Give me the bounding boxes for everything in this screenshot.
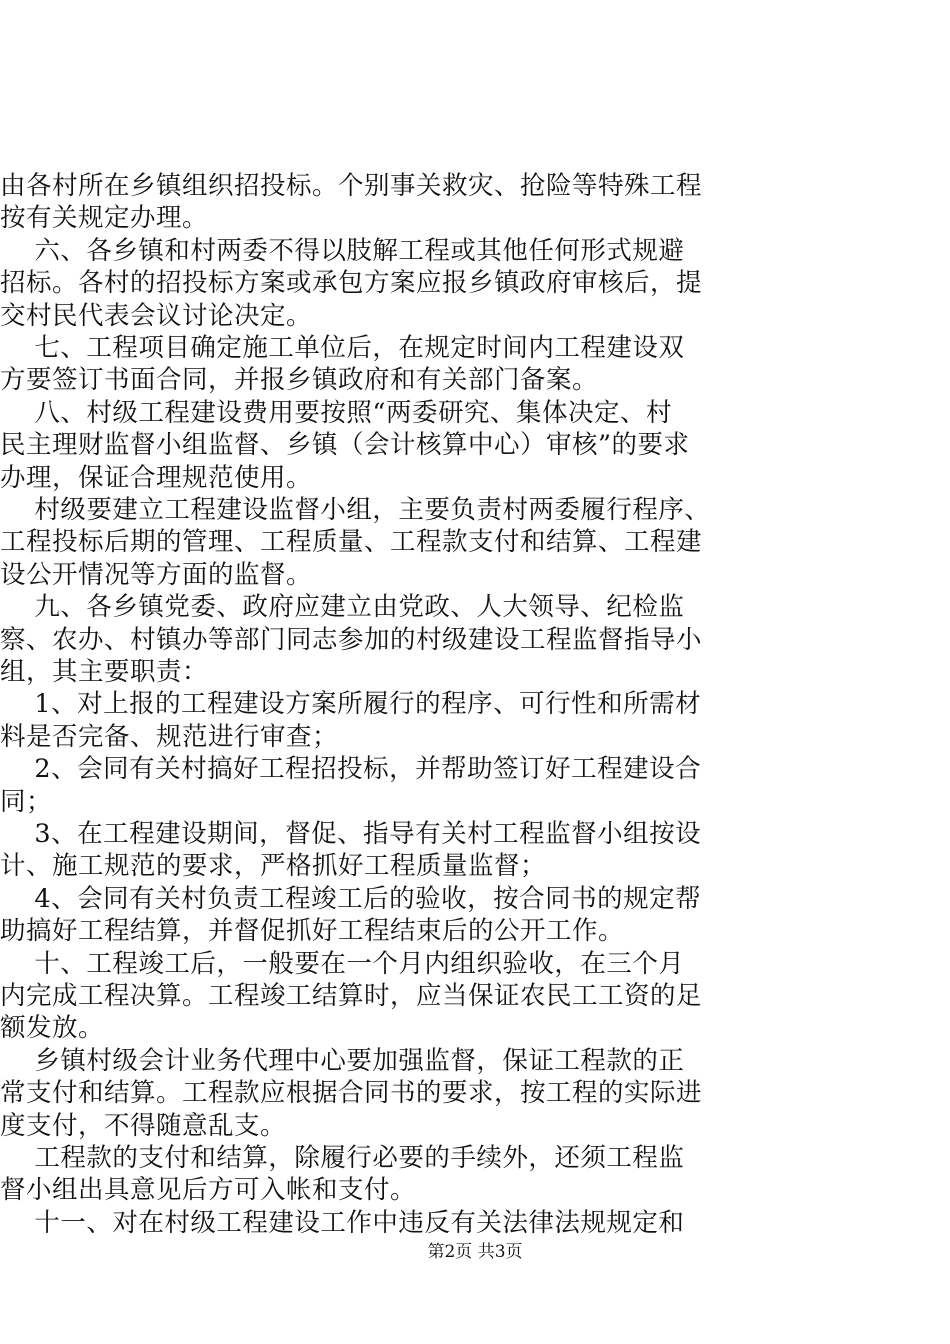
text-line: 助搞好工程结算，并督促抓好工程结束后的公开工作。 xyxy=(0,916,625,947)
text-line: 内完成工程决算。工程竣工结算时，应当保证农民工工资的足 xyxy=(0,981,703,1011)
text-line: 督小组出具意见后方可入帐和支付。 xyxy=(0,1175,417,1206)
text-line: 计、施工规范的要求，严格抓好工程质量监督； xyxy=(0,851,547,882)
page-number-footer: 第2页 共3页 xyxy=(427,1242,523,1262)
text-line: 十、工程竣工后，一般要在一个月内组织验收，在三个月 xyxy=(0,948,685,979)
text-line: 额发放。 xyxy=(0,1013,105,1044)
text-line: 民主理财监督小组监督、乡镇（会计核算中心）审核”的要求 xyxy=(0,430,690,461)
text-line: 办理，保证合理规范使用。 xyxy=(0,462,313,493)
text-line: 十一、对在村级工程建设工作中违反有关法律法规规定和 xyxy=(0,1207,685,1238)
text-line: 按有关规定办理。 xyxy=(0,203,209,234)
text-line: 六、各乡镇和村两委不得以肢解工程或其他任何形式规避 xyxy=(0,235,685,266)
text-line: 招标。各村的招投标方案或承包方案应报乡镇政府审核后，提 xyxy=(0,268,703,299)
text-line: 组，其主要职责： xyxy=(0,657,209,687)
text-line: 察、农办、村镇办等部门同志参加的村级建设工程监督指导小 xyxy=(0,624,703,655)
text-line: 工程款的支付和结算，除履行必要的手续外，还须工程监 xyxy=(0,1143,685,1173)
text-line: 工程投标后期的管理、工程质量、工程款支付和结算、工程建 xyxy=(0,527,703,558)
text-line: 3、在工程建设期间，督促、指导有关村工程监督小组按设 xyxy=(0,819,702,849)
text-line: 八、村级工程建设费用要按照“两委研究、集体决定、村 xyxy=(0,397,672,428)
text-line: 方要签订书面合同，并报乡镇政府和有关部门备案。 xyxy=(0,365,599,396)
text-line: 乡镇村级会计业务代理中心要加强监督，保证工程款的正 xyxy=(0,1045,685,1076)
text-line: 七、工程项目确定施工单位后，在规定时间内工程建设双 xyxy=(0,333,685,363)
text-line: 设公开情况等方面的监督。 xyxy=(0,559,313,590)
text-line: 九、各乡镇党委、政府应建立由党政、人大领导、纪检监 xyxy=(0,592,685,623)
text-line: 1、对上报的工程建设方案所履行的程序、可行性和所需材 xyxy=(0,689,702,720)
text-line: 度支付，不得随意乱支。 xyxy=(0,1110,287,1141)
text-line: 由各村所在乡镇组织招投标。个别事关救灾、抢险等特殊工程 xyxy=(0,171,703,201)
text-line: 交村民代表会议讨论决定。 xyxy=(0,300,313,331)
text-line: 常支付和结算。工程款应根据合同书的要求，按工程的实际进 xyxy=(0,1078,703,1109)
text-line: 2、会同有关村搞好工程招投标，并帮助签订好工程建设合 xyxy=(0,754,702,785)
text-line: 村级要建立工程建设监督小组，主要负责村两委履行程序、 xyxy=(0,495,711,525)
text-line: 4、会同有关村负责工程竣工后的验收，按合同书的规定帮 xyxy=(0,883,702,914)
text-line: 料是否完备、规范进行审查； xyxy=(0,721,339,752)
text-line: 同； xyxy=(0,786,53,817)
